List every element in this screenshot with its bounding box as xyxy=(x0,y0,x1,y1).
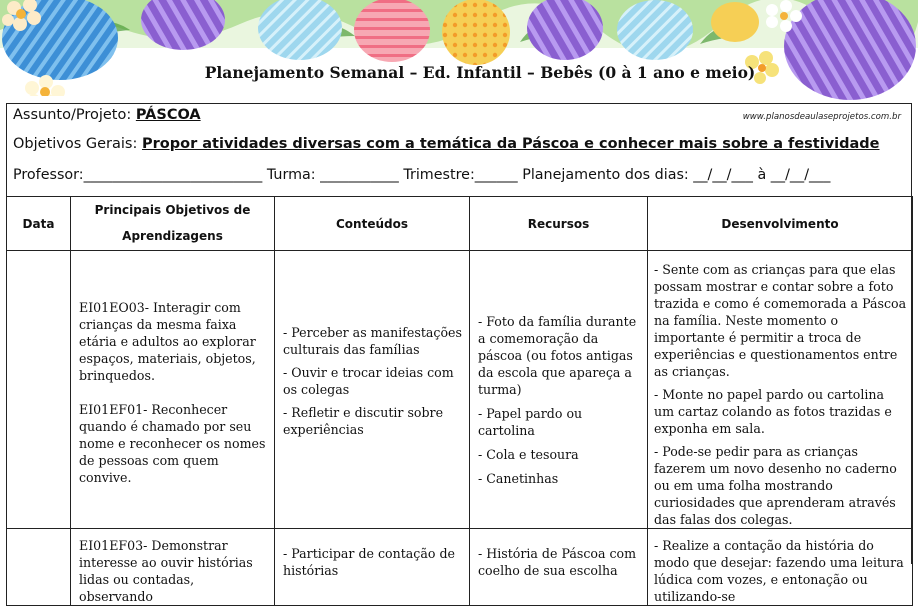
objectives-cell xyxy=(71,529,275,606)
resource-item: - Papel pardo ou cartolina xyxy=(478,406,583,438)
column-header-objectives: Principais Objetivos de Aprendizagens xyxy=(71,197,275,251)
development-item: - Realize a contação da história do modo que desejar: fazendo uma leitura lúdica com vozes, e entonação ou utilizando-se xyxy=(654,538,904,604)
table-header-row xyxy=(7,197,913,251)
subject-value: PÁSCOA xyxy=(135,107,201,123)
development-item: - Pode-se pedir para as crianças fazerem um novo desenho no caderno ou em uma folha mostrando curiosidades que aprenderam através das falas dos colegas. xyxy=(654,444,897,527)
planning-sheet xyxy=(6,103,912,604)
column-header-development: Desenvolvimento xyxy=(648,197,913,251)
resource-item: - Foto da família durante a comemoração da páscoa (ou fotos antigas da escola que apareça a turma) xyxy=(478,314,637,397)
table-row xyxy=(7,251,913,529)
objectives-value: Propor atividades diversas com a temática da Páscoa e conhecer mais sobre a festividade xyxy=(141,136,880,152)
objectives-line xyxy=(13,136,880,152)
column-header-date: Data xyxy=(7,197,71,251)
objective-item: EI01EF01- Reconhecer quando é chamado por seu nome e reconhecer os nomes de pessoas com quem convive. xyxy=(79,402,266,485)
professor-line: Professor:_________________________ Turma: ___________ Trimestre:______ Planejamento dos dias: __/__/___ à __/__/___ xyxy=(13,167,831,183)
resource-item: - História de Páscoa com coelho de sua escolha xyxy=(478,546,637,578)
subject-label: Assunto/Projeto: xyxy=(13,107,136,123)
easter-eggs-illustration xyxy=(0,0,918,104)
content-item: - Participar de contação de histórias xyxy=(283,546,455,578)
website-url: www.planosdeaulaseprojetos.com.br xyxy=(742,112,901,122)
objective-item: EI01EF03- Demonstrar interesse ao ouvir histórias lidas ou contadas, observando xyxy=(79,538,253,604)
column-header-contents: Conteúdos xyxy=(275,197,470,251)
subject-line xyxy=(13,107,201,123)
development-item: - Monte no papel pardo ou cartolina um cartaz colando as fotos trazidas e exponha em sala. xyxy=(654,387,892,436)
contents-cell xyxy=(275,529,470,606)
resource-item: - Cola e tesoura xyxy=(478,447,579,462)
table-row xyxy=(7,529,913,606)
resources-cell xyxy=(470,251,648,529)
contents-cell xyxy=(275,251,470,529)
objective-item: EI01EO03- Interagir com crianças da mesma faixa etária e adultos ao explorar espaços, materiais, objetos, brinquedos. xyxy=(79,300,256,383)
development-cell xyxy=(648,251,913,529)
objectives-label: Objetivos Gerais: xyxy=(13,136,142,152)
column-header-resources: Recursos xyxy=(470,197,648,251)
resources-cell xyxy=(470,529,648,606)
development-item: - Sente com as crianças para que elas possam mostrar e contar sobre a foto trazida e como é comemorada a Páscoa na família. Neste momento o importante é permitir a troca de experiências e questionamentos entre as crianças. xyxy=(654,262,907,379)
content-item: - Ouvir e trocar ideias com os colegas xyxy=(283,365,454,397)
objectives-cell xyxy=(71,251,275,529)
date-cell xyxy=(7,251,71,529)
content-item: - Perceber as manifestações culturais das famílias xyxy=(283,325,462,357)
resource-item: - Canetinhas xyxy=(478,471,559,486)
content-item: - Refletir e discutir sobre experiências xyxy=(283,405,444,437)
document-title: Planejamento Semanal – Ed. Infantil – Bebês (0 à 1 ano e meio) xyxy=(204,63,756,82)
development-cell xyxy=(648,529,913,606)
date-cell xyxy=(7,529,71,606)
planning-table xyxy=(6,196,913,606)
easter-banner xyxy=(0,0,918,104)
